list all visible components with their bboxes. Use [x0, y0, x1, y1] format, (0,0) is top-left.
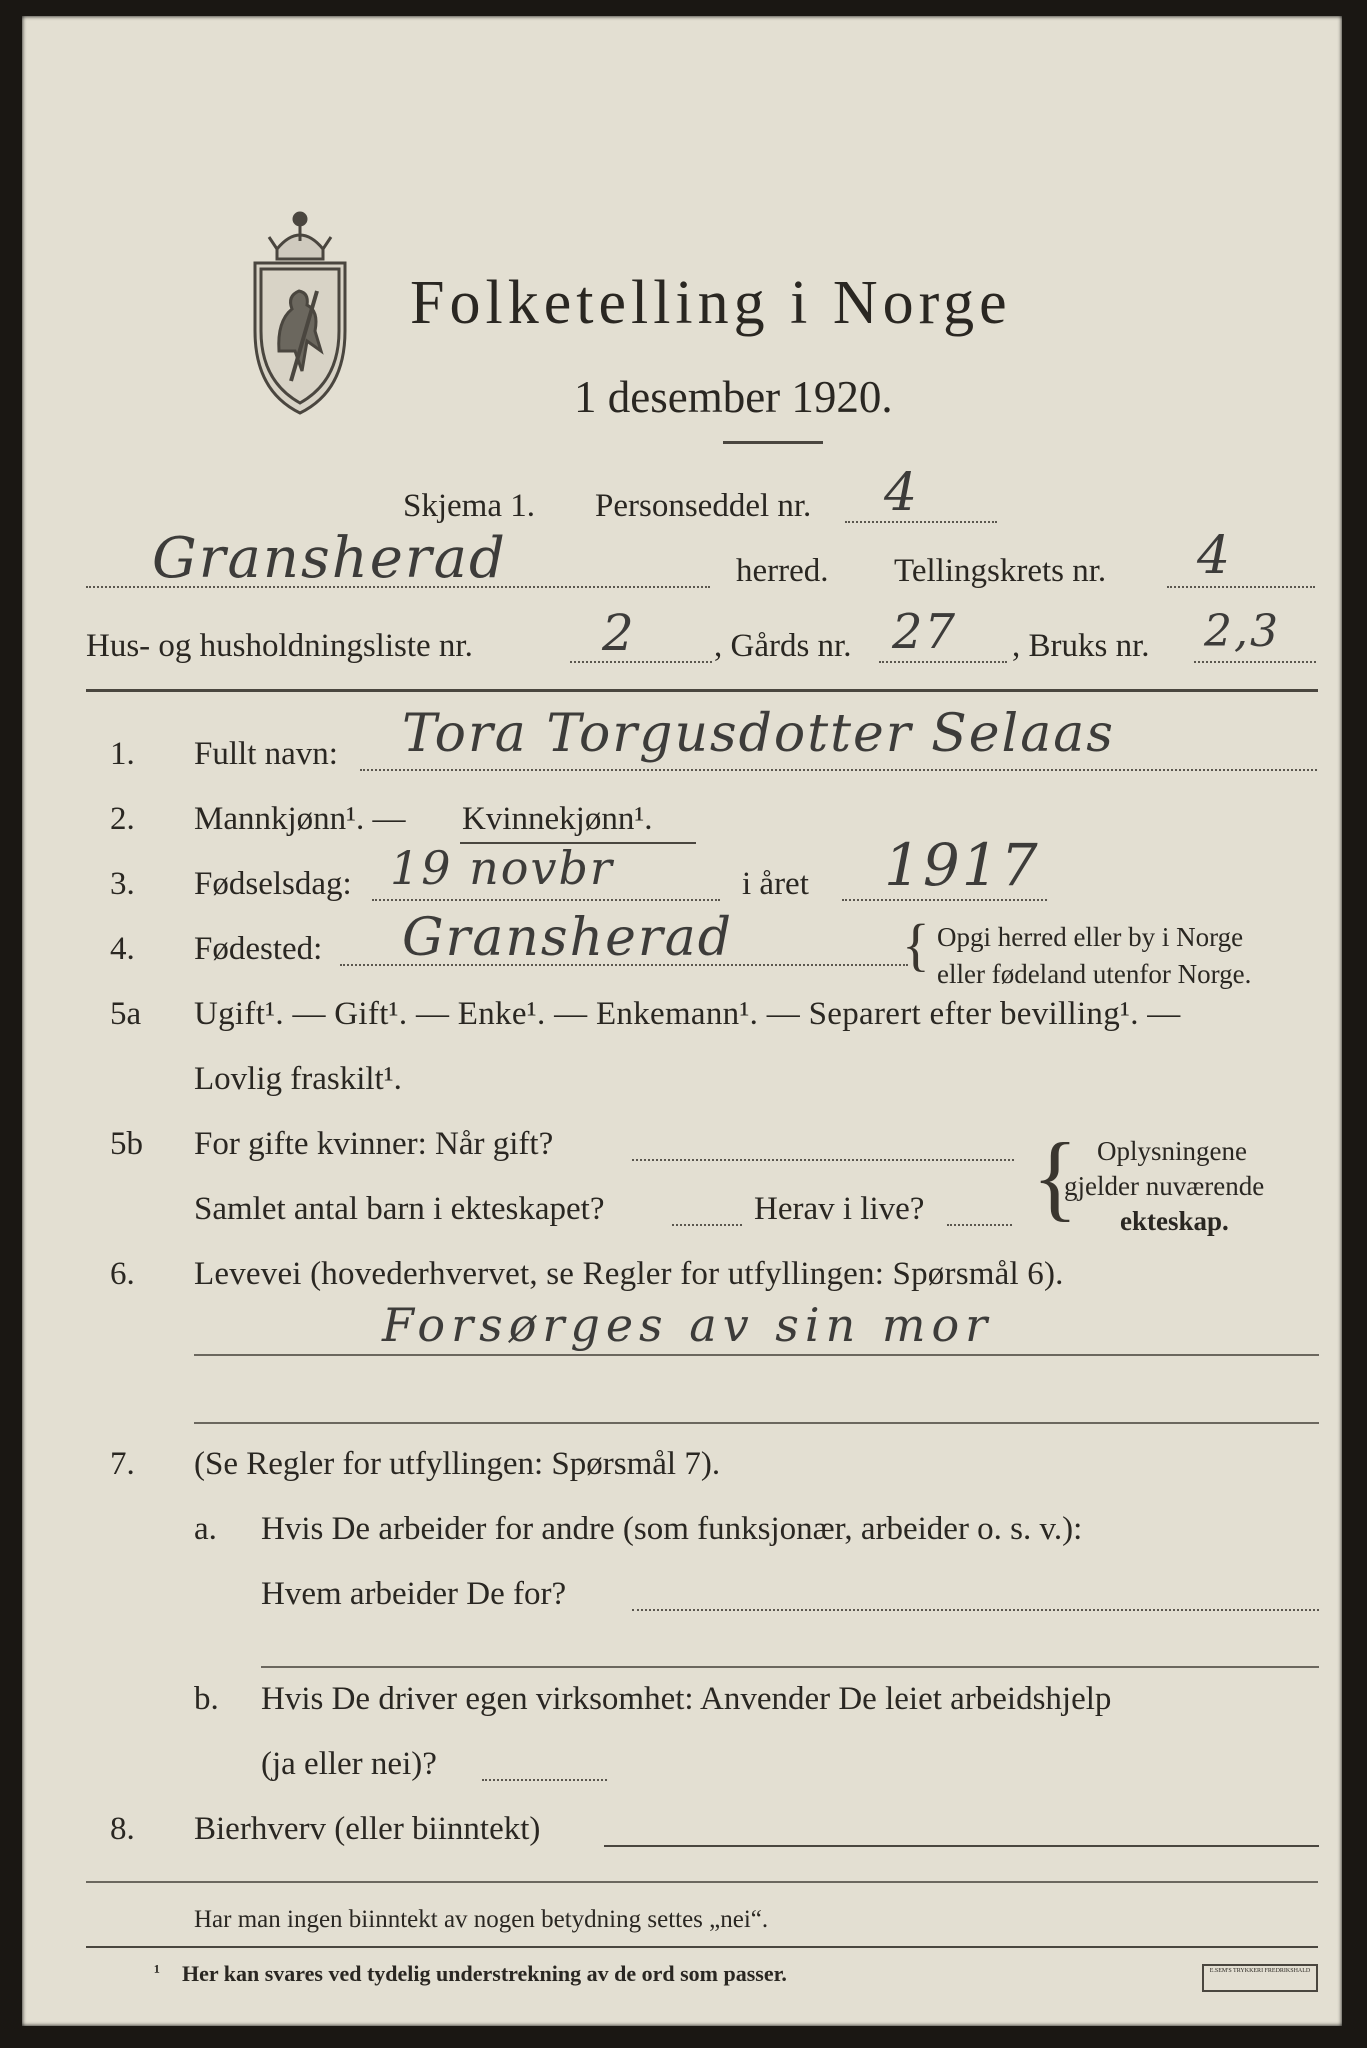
q5b-alive-label: Herav i live? [754, 1191, 925, 1227]
q7a-answer-line [632, 1609, 1319, 1611]
printer-stamp [1202, 1964, 1318, 1992]
q4-label: Fødested: [194, 931, 323, 967]
q4-number: 4. [110, 931, 135, 967]
q8-number: 8. [110, 1811, 135, 1847]
q5b-note-line1: Oplysningene [1097, 1136, 1247, 1166]
q5b-note-line2: gjelder nuværende [1064, 1171, 1265, 1201]
q4-note-line1: Opgi herred eller by i Norge [937, 922, 1244, 952]
census-form [22, 16, 1342, 2026]
q1-label: Fullt navn: [194, 736, 338, 772]
q7a-line1: Hvis De arbeider for andre (som funksjonær, arbeider o. s. v.): [261, 1511, 1083, 1547]
footer-note: Har man ingen biinntekt av nogen betydning settes „nei“. [194, 1906, 769, 1933]
q7b-answer-line [482, 1779, 607, 1781]
q6-number: 6. [110, 1256, 135, 1292]
q5b-married-label: For gifte kvinner: Når gift? [194, 1126, 554, 1162]
q4-brace: { [902, 912, 930, 977]
q7-number: 7. [110, 1446, 135, 1482]
hus-label: Hus- og husholdningsliste nr. [86, 628, 473, 664]
footnote-text: Her kan svares ved tydelig understrekning av de ord som passer. [182, 1961, 787, 1986]
footer-divider [86, 1881, 1318, 1883]
q3-year-label: i året [742, 866, 809, 902]
hus-value[interactable]: 2 [602, 604, 636, 662]
herred-label: herred. [736, 553, 829, 589]
q1-number: 1. [110, 736, 135, 772]
q5b-number: 5b [110, 1126, 143, 1162]
q3-line [372, 899, 720, 901]
q5b-children-line [672, 1224, 742, 1226]
q5b-brace: { [1032, 1123, 1079, 1230]
bruks-label: , Bruks nr. [1012, 628, 1150, 664]
personseddel-line [845, 521, 997, 523]
q3-number: 3. [110, 866, 135, 902]
q5a-number: 5a [110, 996, 142, 1032]
q1-line [360, 769, 1317, 771]
schema-label: Skjema 1. [403, 488, 535, 524]
q2-number: 2. [110, 801, 135, 837]
q8-label: Bierhverv (eller biinntekt) [194, 1811, 541, 1847]
birthplace-value[interactable]: Gransherad [402, 908, 733, 968]
gards-line [879, 661, 1007, 663]
q5b-married-line [632, 1159, 1014, 1161]
q6-line2 [194, 1422, 1319, 1424]
personseddel-label: Personseddel nr. [595, 488, 812, 524]
bruks-line [1194, 661, 1316, 663]
gards-value[interactable]: 27 [892, 604, 958, 660]
q7b-line2: (ja eller nei)? [261, 1746, 437, 1782]
divorced-option[interactable]: Lovlig fraskilt¹. [194, 1061, 402, 1097]
female-option[interactable]: Kvinnekjønn¹. [462, 801, 653, 837]
herred-value[interactable]: Gransherad [152, 526, 507, 591]
q5b-children-label: Samlet antal barn i ekteskapet? [194, 1191, 605, 1227]
q5b-note-line3: ekteskap. [1120, 1206, 1229, 1236]
q5b-alive-line [947, 1224, 1012, 1226]
coat-of-arms-icon [247, 201, 353, 421]
q7b-letter: b. [194, 1681, 219, 1717]
q7-label: (Se Regler for utfyllingen: Spørsmål 7). [194, 1446, 721, 1482]
q4-note-line2: eller fødeland utenfor Norge. [937, 959, 1252, 989]
gards-label: , Gårds nr. [714, 628, 852, 664]
q6-label: Levevei (hovederhvervet, se Regler for utfyllingen: Spørsmål 6). [194, 1256, 1064, 1292]
birthday-value[interactable]: 19 novbr [390, 841, 614, 895]
q7a-line2: Hvem arbeider De for? [261, 1576, 567, 1612]
footnote-mark: ¹ [154, 1961, 160, 1983]
hus-line [570, 661, 712, 663]
footnote-divider [86, 1946, 1318, 1948]
personseddel-value[interactable]: 4 [884, 463, 920, 523]
printer-stamp-text: E.SEM'S TRYKKERI FREDRIKSHALD [1209, 1968, 1311, 1974]
marital-status-options[interactable]: Ugift¹. — Gift¹. — Enke¹. — Enkemann¹. — Separert efter bevilling¹. — [194, 996, 1181, 1032]
male-option[interactable]: Mannkjønn¹. — [194, 801, 406, 837]
occupation-value[interactable]: Forsørges av sin mor [382, 1298, 994, 1352]
header-divider [86, 689, 1318, 692]
q3-label: Fødselsdag: [194, 866, 352, 902]
q7b-line1: Hvis De driver egen virksomhet: Anvender De leiet arbeidshjelp [261, 1681, 1112, 1717]
census-date: 1 desember 1920. [574, 372, 893, 422]
q7a-extra-line [261, 1666, 1319, 1668]
q3-year-line [842, 899, 1047, 901]
q8-answer-line [604, 1845, 1319, 1847]
form-title: Folketelling i Norge [410, 269, 1012, 337]
q7a-letter: a. [194, 1511, 217, 1547]
title-divider [723, 441, 823, 444]
bruks-value[interactable]: 2,3 [1204, 606, 1280, 657]
tellingskrets-label: Tellingskrets nr. [894, 553, 1107, 589]
full-name-value[interactable]: Tora Torgusdotter Selaas [402, 704, 1115, 764]
tellingskrets-value[interactable]: 4 [1197, 526, 1233, 586]
q6-line1 [194, 1354, 1319, 1356]
birth-year-value[interactable]: 1917 [884, 831, 1040, 899]
tellingskrets-line [1167, 586, 1315, 588]
